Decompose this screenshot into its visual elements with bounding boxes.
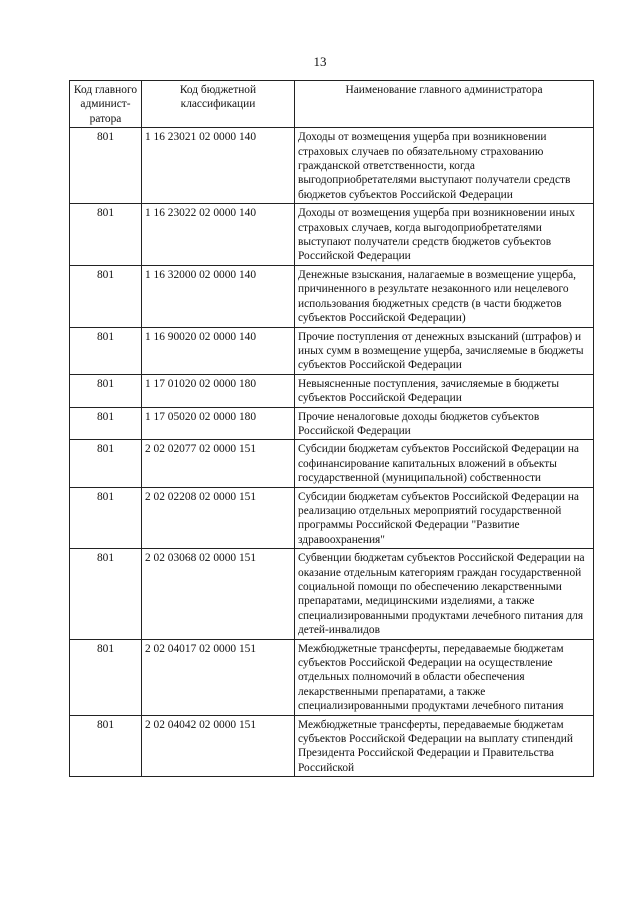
administrator-name-cell: Невыясненные поступления, зачисляемые в бюджеты субъектов Российской Федерации xyxy=(295,374,594,407)
administrator-name-cell: Межбюджетные трансферты, передаваемые бюджетам субъектов Российской Федерации на выплату стипендий Президента Российской Федерации и Правительства Российской xyxy=(295,715,594,777)
table-row xyxy=(70,440,594,487)
budget-classification-table xyxy=(69,80,594,777)
admin-code-cell: 801 xyxy=(70,549,142,639)
budget-code-cell: 2 02 04042 02 0000 151 xyxy=(142,715,295,777)
administrator-name-cell: Субсидии бюджетам субъектов Российской Федерации на реализацию отдельных мероприятий государственной программы Российской Федерации "Развитие здравоохранения" xyxy=(295,487,594,549)
admin-code-cell: 801 xyxy=(70,265,142,327)
administrator-name-cell: Субсидии бюджетам субъектов Российской Федерации на софинансирование капитальных вложений в объекты государственной (муниципальной) собственности xyxy=(295,440,594,487)
admin-code-cell: 801 xyxy=(70,639,142,715)
administrator-name-cell: Доходы от возмещения ущерба при возникновении страховых случаев по обязательному страхованию гражданской ответственности, когда выгодоприобретателями выступают получатели средств бюджетов субъектов Российской Федерации xyxy=(295,128,594,204)
table-header-row xyxy=(70,81,594,128)
table-row xyxy=(70,407,594,440)
administrator-name-cell: Субвенции бюджетам субъектов Российской Федерации на оказание отдельным категориям граждан государственной социальной помощи по обеспечению лекарственными препаратами, медицинскими изделиями, а также специализированными продуктами лечебного питания для детей-инвалидов xyxy=(295,549,594,639)
administrator-name-cell: Прочие неналоговые доходы бюджетов субъектов Российской Федерации xyxy=(295,407,594,440)
table-row xyxy=(70,639,594,715)
table-row xyxy=(70,715,594,777)
table-row xyxy=(70,327,594,374)
administrator-name-cell: Прочие поступления от денежных взысканий (штрафов) и иных сумм в возмещение ущерба, зачисляемые в бюджеты субъектов Российской Федерации xyxy=(295,327,594,374)
header-budget-code: Код бюджетной классификации xyxy=(142,81,295,128)
budget-code-cell: 1 17 01020 02 0000 180 xyxy=(142,374,295,407)
budget-code-cell: 2 02 02208 02 0000 151 xyxy=(142,487,295,549)
header-admin-code: Код главного админист-ратора xyxy=(70,81,142,128)
admin-code-cell: 801 xyxy=(70,440,142,487)
budget-code-cell: 1 16 32000 02 0000 140 xyxy=(142,265,295,327)
admin-code-cell: 801 xyxy=(70,715,142,777)
admin-code-cell: 801 xyxy=(70,487,142,549)
page-number: 13 xyxy=(313,54,327,69)
budget-code-cell: 1 16 23021 02 0000 140 xyxy=(142,128,295,204)
budget-code-cell: 2 02 03068 02 0000 151 xyxy=(142,549,295,639)
admin-code-cell: 801 xyxy=(70,407,142,440)
table-row xyxy=(70,374,594,407)
table-row xyxy=(70,549,594,639)
table-row xyxy=(70,204,594,266)
budget-code-cell: 2 02 02077 02 0000 151 xyxy=(142,440,295,487)
budget-code-cell: 1 16 90020 02 0000 140 xyxy=(142,327,295,374)
table-row xyxy=(70,265,594,327)
admin-code-cell: 801 xyxy=(70,204,142,266)
table-row xyxy=(70,128,594,204)
administrator-name-cell: Доходы от возмещения ущерба при возникновении иных страховых случаев, когда выгодоприобретателями выступают получатели средств бюджетов субъектов Российской Федерации xyxy=(295,204,594,266)
admin-code-cell: 801 xyxy=(70,128,142,204)
administrator-name-cell: Межбюджетные трансферты, передаваемые бюджетам субъектов Российской Федерации на осуществление отдельных полномочий в области обеспечения лекарственными препаратами, а также специализированными продуктами лечебного питания xyxy=(295,639,594,715)
admin-code-cell: 801 xyxy=(70,327,142,374)
header-administrator-name: Наименование главного администратора xyxy=(295,81,594,128)
budget-code-cell: 2 02 04017 02 0000 151 xyxy=(142,639,295,715)
table-row xyxy=(70,487,594,549)
budget-code-cell: 1 16 23022 02 0000 140 xyxy=(142,204,295,266)
admin-code-cell: 801 xyxy=(70,374,142,407)
administrator-name-cell: Денежные взыскания, налагаемые в возмещение ущерба, причиненного в результате незаконного или нецелевого использования бюджетных средств (в части бюджетов субъектов Российской Федерации) xyxy=(295,265,594,327)
budget-code-cell: 1 17 05020 02 0000 180 xyxy=(142,407,295,440)
